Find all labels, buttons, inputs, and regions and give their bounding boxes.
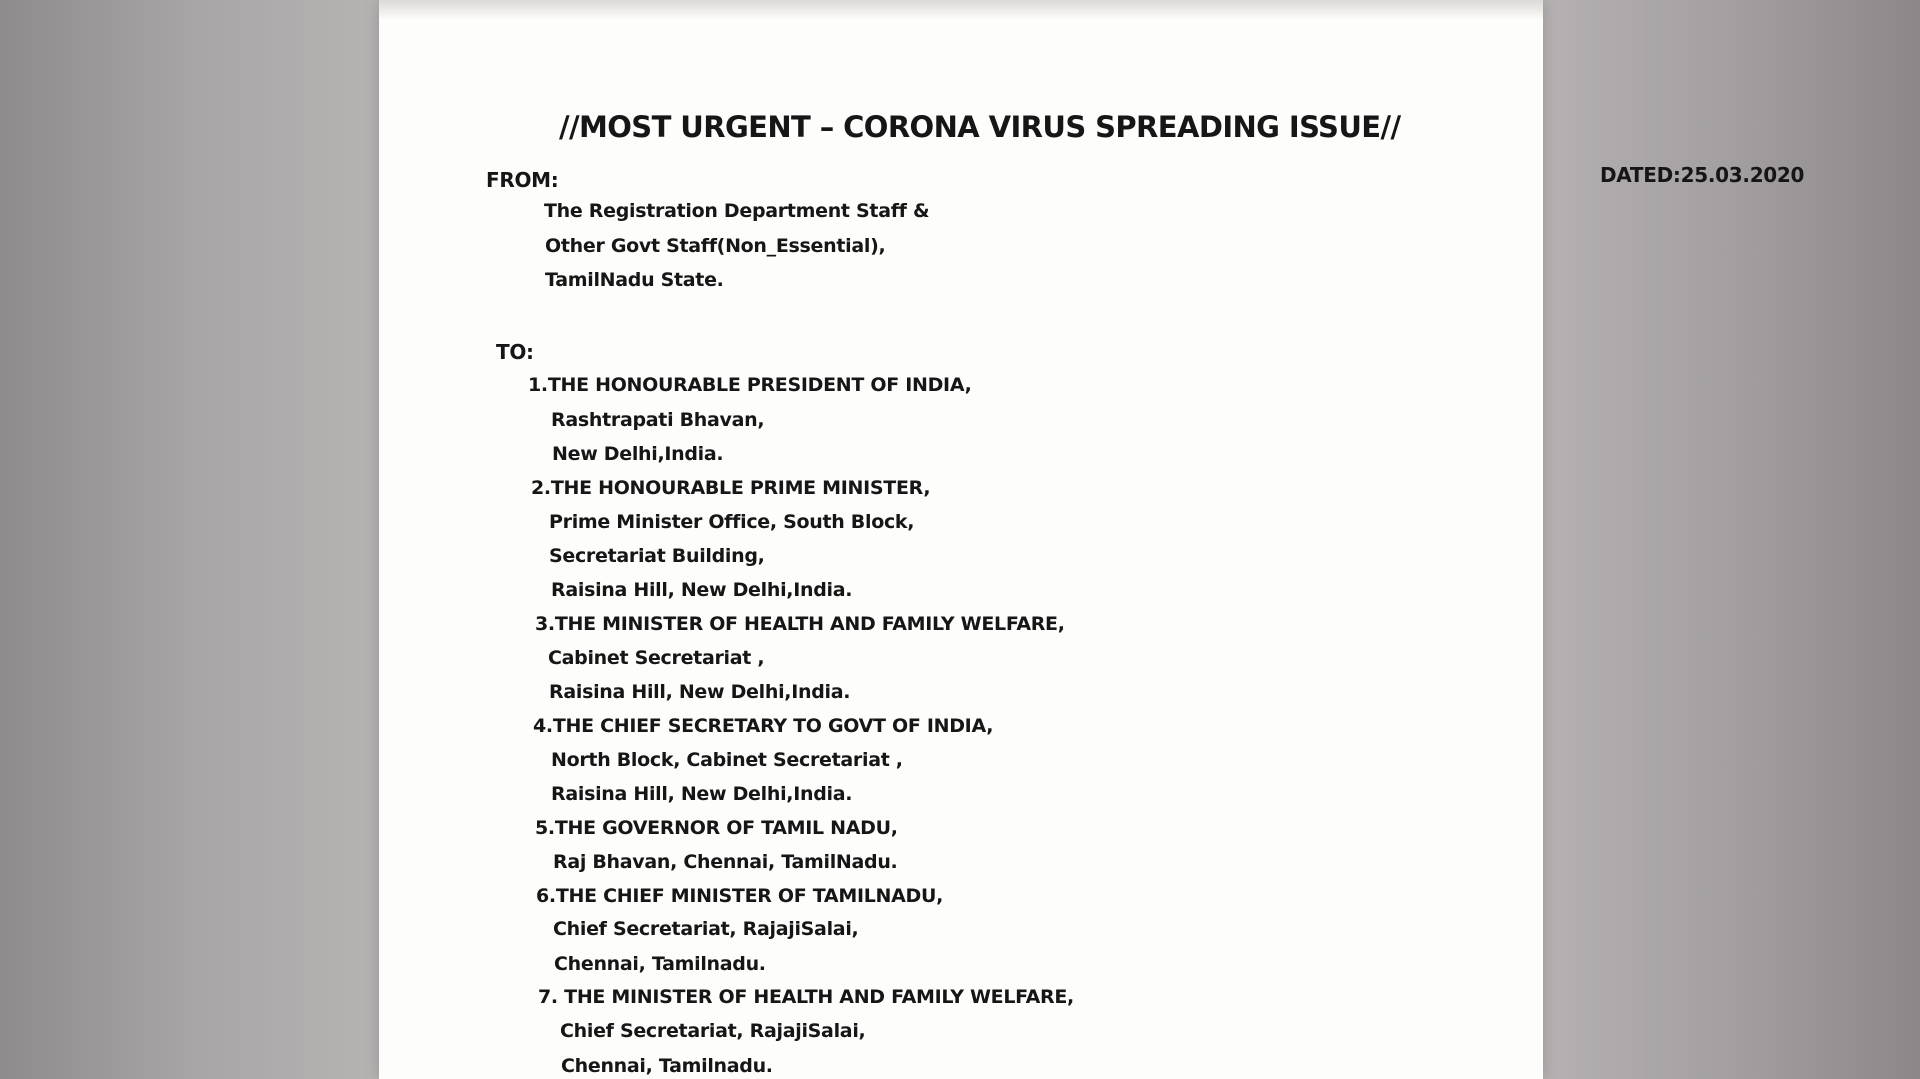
recipient-address-line: Chennai, Tamilnadu. bbox=[561, 1055, 773, 1077]
recipient-address-line: Secretariat Building, bbox=[549, 545, 765, 567]
dated-label: DATED:25.03.2020 bbox=[1600, 163, 1805, 187]
recipient-address-line: Raisina Hill, New Delhi,India. bbox=[551, 783, 853, 805]
recipient-heading: 5.THE GOVERNOR OF TAMIL NADU, bbox=[535, 817, 898, 839]
from-line: TamilNadu State. bbox=[545, 269, 724, 291]
recipient-heading: 3.THE MINISTER OF HEALTH AND FAMILY WELFARE, bbox=[535, 613, 1065, 635]
recipient-heading: 1.THE HONOURABLE PRESIDENT OF INDIA, bbox=[528, 374, 972, 396]
recipient-heading: 6.THE CHIEF MINISTER OF TAMILNADU, bbox=[536, 885, 944, 907]
to-label: TO: bbox=[496, 340, 534, 364]
recipient-address-line: Chief Secretariat, RajajiSalai, bbox=[553, 918, 859, 940]
recipient-heading: 4.THE CHIEF SECRETARY TO GOVT OF INDIA, bbox=[533, 715, 994, 737]
recipient-address-line: Raj Bhavan, Chennai, TamilNadu. bbox=[553, 851, 898, 873]
from-line: Other Govt Staff(Non_Essential), bbox=[545, 235, 886, 257]
recipient-address-line: Cabinet Secretariat , bbox=[548, 647, 765, 669]
recipient-address-line: Raisina Hill, New Delhi,India. bbox=[549, 681, 851, 703]
paper-top-edge bbox=[379, 0, 1543, 20]
document-title: //MOST URGENT – CORONA VIRUS SPREADING ISSUE// bbox=[559, 110, 1401, 144]
recipient-address-line: Prime Minister Office, South Block, bbox=[549, 511, 915, 533]
from-line: The Registration Department Staff & bbox=[544, 200, 930, 222]
recipient-address-line: Raisina Hill, New Delhi,India. bbox=[551, 579, 853, 601]
recipient-address-line: New Delhi,India. bbox=[552, 443, 724, 465]
recipient-address-line: Chief Secretariat, RajajiSalai, bbox=[560, 1020, 866, 1042]
recipient-address-line: Rashtrapati Bhavan, bbox=[551, 409, 765, 431]
recipient-address-line: Chennai, Tamilnadu. bbox=[554, 953, 766, 975]
from-label: FROM: bbox=[486, 168, 559, 192]
recipient-address-line: North Block, Cabinet Secretariat , bbox=[551, 749, 903, 771]
recipient-heading: 2.THE HONOURABLE PRIME MINISTER, bbox=[531, 477, 931, 499]
document-page bbox=[379, 0, 1805, 1079]
recipient-heading: 7. THE MINISTER OF HEALTH AND FAMILY WELFARE, bbox=[538, 986, 1074, 1008]
